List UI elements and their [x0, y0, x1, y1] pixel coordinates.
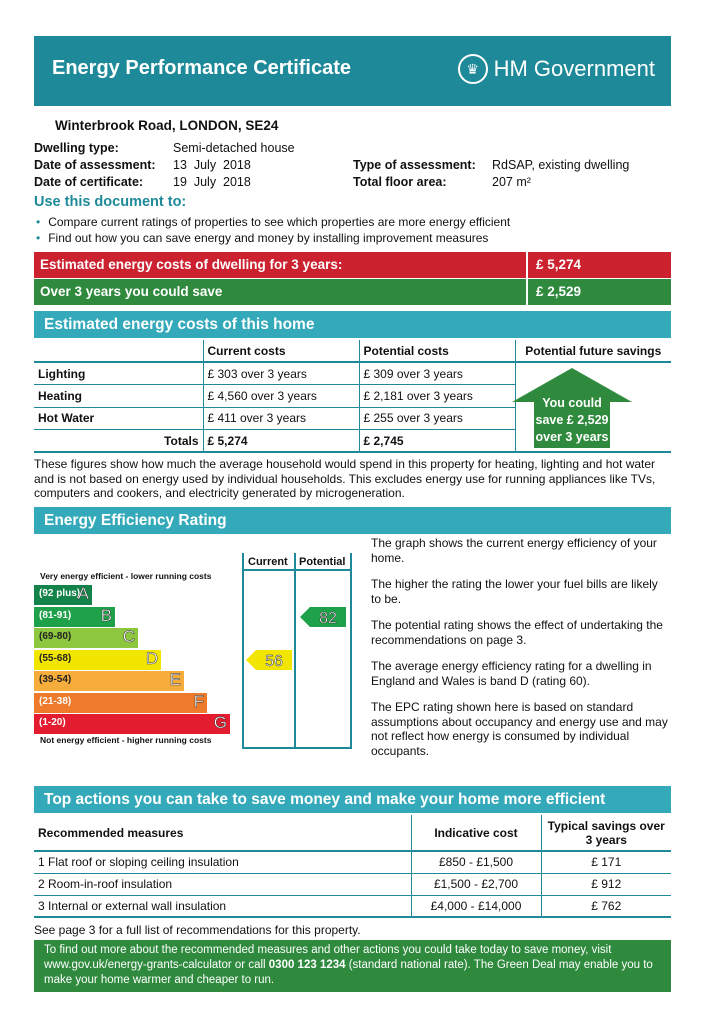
- measure-cost: £4,000 - £14,000: [411, 895, 541, 917]
- band-letter: F: [193, 691, 204, 711]
- info-box: [34, 940, 671, 992]
- future-savings-text: [525, 395, 619, 446]
- rating-band-f: [34, 693, 207, 713]
- table-header-row: [34, 815, 671, 851]
- floor-area-label: Total floor area:: [353, 175, 447, 189]
- bottom-efficiency-label: Not energy efficient - higher running costs: [40, 735, 212, 745]
- band-letter: E: [169, 670, 181, 689]
- rating-band-g: [34, 714, 230, 734]
- band-letter: D: [145, 648, 158, 668]
- actions-footnote: See page 3 for a full list of recommendations for this property.: [34, 923, 361, 937]
- header-banner: [34, 36, 671, 106]
- costs-note: These figures show how much the average household would spend in this property for heating, lighting and hot water and is not based on energy used by individual households. This excludes energy use for running appliances like TVs, computers and cookers, and electricity generated by microgeneration.: [34, 457, 656, 500]
- estimated-cost-label: Estimated energy costs of dwelling for 3 years:: [34, 252, 528, 278]
- savings-label: Over 3 years you could save: [34, 279, 528, 305]
- header-cell: [34, 340, 203, 362]
- use-bullet: • Find out how you can save energy and money by installing improvement measures: [36, 231, 489, 245]
- header-cell: Recommended measures: [34, 815, 411, 851]
- band-range: (92 plus): [39, 588, 81, 599]
- measure-saving: £ 171: [541, 851, 671, 873]
- rating-band-a: [34, 585, 92, 605]
- savings-bar: [34, 279, 671, 305]
- certificate-date-label: Date of certificate:: [34, 175, 144, 189]
- savings-line: save £ 2,529: [535, 413, 609, 427]
- potential-column-header: Potential: [299, 556, 346, 568]
- header-cell: Indicative cost: [411, 815, 541, 851]
- savings-value: £ 2,529: [536, 284, 582, 299]
- band-range: (21-38): [39, 695, 72, 707]
- band-range: (1-20): [39, 717, 66, 728]
- crest-icon: ♛: [458, 54, 488, 84]
- rating-band-e: [34, 671, 184, 691]
- assessment-date-label: Date of assessment:: [34, 158, 156, 172]
- rating-section-title: Energy Efficiency Rating: [34, 507, 671, 534]
- costs-section-title: Estimated energy costs of this home: [34, 311, 671, 338]
- rating-paragraph: The higher the rating the lower your fuel bills are likely to be.: [371, 577, 658, 606]
- rating-paragraph: The average energy efficiency rating for a dwelling in England and Wales is band D (rating 60).: [371, 659, 652, 688]
- potential-cost: £ 309 over 3 years: [359, 362, 515, 385]
- estimated-cost-value: £ 5,274: [536, 257, 582, 272]
- band-range: (81-91): [39, 609, 72, 621]
- current-column-header: Current: [248, 556, 288, 568]
- cost-name: Heating: [34, 385, 203, 408]
- band-range: (69-80): [39, 631, 72, 642]
- dwelling-type-value: Semi-detached house: [173, 141, 295, 155]
- header-cell: Current costs: [203, 340, 359, 362]
- actions-table: [34, 815, 671, 918]
- savings-line: over 3 years: [535, 430, 609, 444]
- actions-section-title: Top actions you can take to save money and make your home more efficient: [34, 786, 671, 813]
- header-cell: Potential costs: [359, 340, 515, 362]
- assessment-type-label: Type of assessment:: [353, 158, 476, 172]
- current-cost: £ 411 over 3 years: [203, 407, 359, 430]
- rating-band-c: [34, 628, 138, 648]
- bullet-icon: •: [36, 215, 41, 229]
- divider: [242, 747, 352, 749]
- svg-text:82: 82: [319, 609, 337, 627]
- table-row: [34, 895, 671, 917]
- measure-name: 1 Flat roof or sloping ceiling insulation: [34, 851, 411, 873]
- measure-name: 3 Internal or external wall insulation: [34, 895, 411, 917]
- use-document-title: Use this document to:: [34, 194, 187, 210]
- divider: [242, 569, 352, 571]
- band-letter: B: [100, 605, 112, 625]
- table-row: [34, 873, 671, 895]
- current-cost: £ 4,560 over 3 years: [203, 385, 359, 408]
- savings-line: You could: [542, 396, 602, 410]
- rating-paragraph: The EPC rating shown here is based on standard assumptions about occupancy and energy use and may not reflect how energy is consumed by individual occupants.: [371, 700, 668, 758]
- total-potential: £ 2,745: [359, 430, 515, 453]
- assessment-type-value: RdSAP, existing dwelling: [492, 158, 630, 172]
- potential-cost: £ 2,181 over 3 years: [359, 385, 515, 408]
- brand-name: HM Government: [493, 56, 655, 81]
- table-header-row: [34, 340, 671, 362]
- rating-text: [371, 536, 671, 758]
- current-rating-marker: [246, 650, 292, 670]
- hm-government-logo: [458, 54, 655, 84]
- total-current: £ 5,274: [203, 430, 359, 453]
- band-letter: C: [122, 627, 135, 646]
- measure-name: 2 Room-in-roof insulation: [34, 873, 411, 895]
- band-range: (39-54): [39, 674, 72, 685]
- bullet-icon: •: [36, 231, 41, 245]
- info-text: (standard national rate). The Green Deal may enable you to make your home warmer and cheaper to run.: [44, 959, 653, 986]
- measure-saving: £ 912: [541, 873, 671, 895]
- cost-name: Hot Water: [34, 407, 203, 430]
- rating-paragraph: The graph shows the current energy efficiency of your home.: [371, 536, 657, 565]
- info-text: To find out more about the recommended measures and other actions you could take today to save money, visit www.gov.uk/energy-grants-calculator or call: [44, 944, 612, 971]
- header-cell: Typical savings over 3 years: [541, 815, 671, 851]
- band-letter: A: [77, 584, 89, 603]
- svg-text:56: 56: [265, 652, 283, 670]
- band-range: (55-68): [39, 652, 72, 664]
- certificate-date-value: 19 July 2018: [173, 175, 251, 189]
- use-bullet: • Compare current ratings of properties to see which properties are more energy efficient: [36, 215, 511, 229]
- cost-name: Lighting: [34, 362, 203, 385]
- top-efficiency-label: Very energy efficient - lower running costs: [40, 571, 212, 581]
- totals-label: Totals: [34, 430, 203, 453]
- rating-band-b: [34, 607, 115, 627]
- efficiency-rating-chart: [34, 553, 352, 749]
- phone-number: 0300 123 1234: [268, 959, 346, 971]
- dwelling-type-label: Dwelling type:: [34, 141, 119, 155]
- potential-cost: £ 255 over 3 years: [359, 407, 515, 430]
- page-title: Energy Performance Certificate: [52, 57, 352, 79]
- measure-saving: £ 762: [541, 895, 671, 917]
- potential-rating-marker: [300, 607, 346, 627]
- band-letter: G: [213, 713, 227, 732]
- floor-area-value: 207 m²: [492, 175, 531, 189]
- divider: [350, 553, 352, 749]
- divider: [242, 553, 244, 749]
- measure-cost: £850 - £1,500: [411, 851, 541, 873]
- rating-paragraph: The potential rating shows the effect of undertaking the recommendations on page 3.: [371, 618, 663, 647]
- table-row: [34, 851, 671, 873]
- header-cell: Potential future savings: [515, 340, 671, 362]
- estimated-cost-bar: [34, 252, 671, 278]
- property-address: Winterbrook Road, LONDON, SE24: [55, 118, 279, 133]
- measure-cost: £1,500 - £2,700: [411, 873, 541, 895]
- current-cost: £ 303 over 3 years: [203, 362, 359, 385]
- divider: [294, 553, 296, 749]
- rating-band-d: [34, 650, 161, 670]
- assessment-date-value: 13 July 2018: [173, 158, 251, 172]
